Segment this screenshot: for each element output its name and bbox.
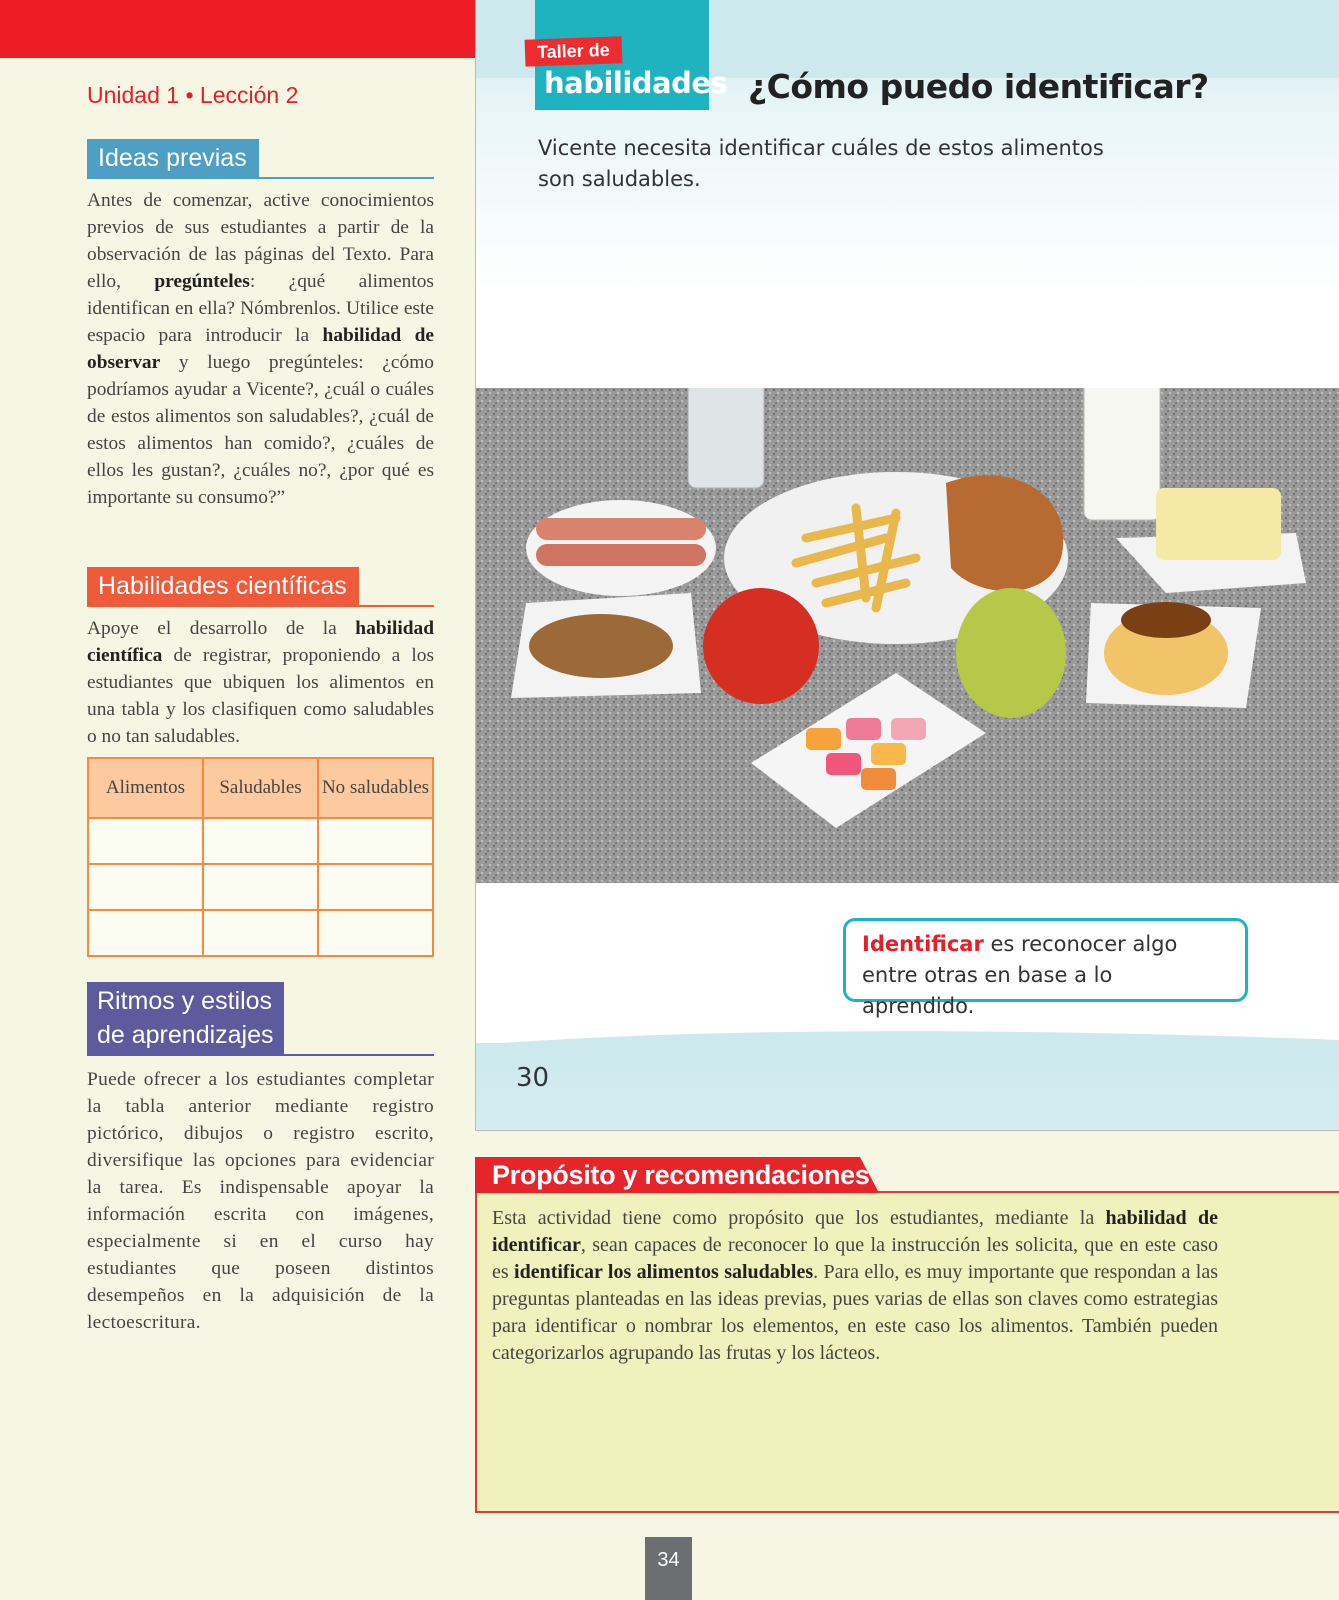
badge-habilidades: habilidades: [544, 66, 728, 100]
table-row: [88, 864, 433, 910]
table-cell: [318, 910, 433, 956]
table-cell: [203, 864, 318, 910]
milk-glass: [1084, 388, 1160, 520]
water-glass: [688, 388, 764, 488]
habilidades-text: Apoye el desarrollo de la habilidad científica de registrar, proponiendo a los estudiantes que ubiquen los alimentos en una tabla y los clasifiquen como saludables o no tan saludables.: [87, 618, 434, 747]
ideas-previas-text: Antes de comenzar, active conocimientos previos de sus estudiantes a partir de la observación de las páginas del Texto. Para ello, pregúnteles: ¿qué alimentos identifican en ella? Nómbrenlos. Utilice este espacio para introducir la habilidad de observar y luego pregúnteles: ¿cómo podríamos ayudar a Vicente?, ¿cuál o cuáles de estos alimentos son saludables?, ¿cuál de estos alimentos han comido?, ¿cuáles de ellos les gustan?, ¿cuáles no?, ¿por qué es importante su consumo?”: [87, 190, 434, 508]
caramel-icon: [1121, 602, 1211, 638]
definition-text: es reconocer algo entre otras en base a lo aprendido.: [862, 932, 1178, 1018]
header-red-bar: [0, 0, 475, 58]
table-cell: [203, 910, 318, 956]
badge-taller-de: Taller de: [525, 36, 623, 66]
ideas-previas-rule: [87, 177, 434, 179]
ideas-previas-title: Ideas previas: [87, 139, 259, 177]
table-header-saludables: Saludables: [203, 758, 318, 818]
table-header-alimentos: Alimentos: [88, 758, 203, 818]
ritmos-title: Ritmos y estilos de aprendizajes: [87, 982, 284, 1054]
habilidades-rule: [87, 605, 434, 607]
food-photo: [476, 388, 1339, 883]
cheese-icon: [1156, 488, 1281, 560]
bottom-band: [476, 1043, 1339, 1131]
ritmos-rule: [87, 1054, 434, 1056]
table-cell: [318, 864, 433, 910]
table-row: [88, 910, 433, 956]
table-cell: [203, 818, 318, 864]
page-number: 34: [645, 1537, 692, 1600]
walnut-icon: [529, 614, 673, 678]
proposito-title: Propósito y recomendaciones: [492, 1160, 870, 1190]
sausage-icon: [536, 518, 706, 540]
habilidades-header: [87, 567, 434, 607]
definition-keyword: Identificar: [862, 932, 984, 956]
table-row: [88, 818, 433, 864]
book-title: ¿Cómo puedo identificar?: [748, 67, 1209, 106]
book-description: Vicente necesita identificar cuáles de estos alimentos son saludables.: [538, 136, 1104, 191]
ritmos-text: Puede ofrecer a los estudiantes completar la tabla anterior mediante registro pictórico, dibujos o registro escrito, diversifique las opciones para evidenciar la tarea. Es indispensable apoyar la información escrita con imágenes, especialmente si en el curso hay estudiantes que poseen distintos desempeños en la adquisición de la lectoescritura.: [87, 1069, 434, 1333]
definition-box: [843, 918, 1248, 1018]
habilidades-title: Habilidades científicas: [87, 567, 359, 605]
proposito-text: Esta actividad tiene como propósito que los estudiantes, mediante la habilidad de identificar, sean capaces de reconocer lo que la instrucción les solicita, que en este caso es identificar los alimentos saludables. Para ello, es muy importante que respondan a las preguntas planteadas en las ideas previas, pues varias de ellas son claves como estrategias para identificar o nombrar los elementos, en este caso los alimentos. También pueden categorizarlos agrupando las frutas y los lácteos.: [492, 1207, 1218, 1364]
table-cell: [88, 818, 203, 864]
table-cell: [88, 864, 203, 910]
table-cell: [318, 818, 433, 864]
book-page-number: 30: [516, 1063, 550, 1093]
table-cell: [88, 910, 203, 956]
ritmos-header: [87, 982, 434, 1056]
ideas-previas-header: [87, 139, 434, 179]
classification-table: [87, 757, 434, 957]
student-book-page: [475, 0, 1339, 1131]
pear-icon: [956, 588, 1066, 718]
sausage-icon: [536, 544, 706, 566]
tomato-icon: [703, 588, 819, 704]
unit-label: Unidad 1 • Lección 2: [87, 82, 299, 108]
table-header-no-saludables: No saludables: [318, 758, 433, 818]
